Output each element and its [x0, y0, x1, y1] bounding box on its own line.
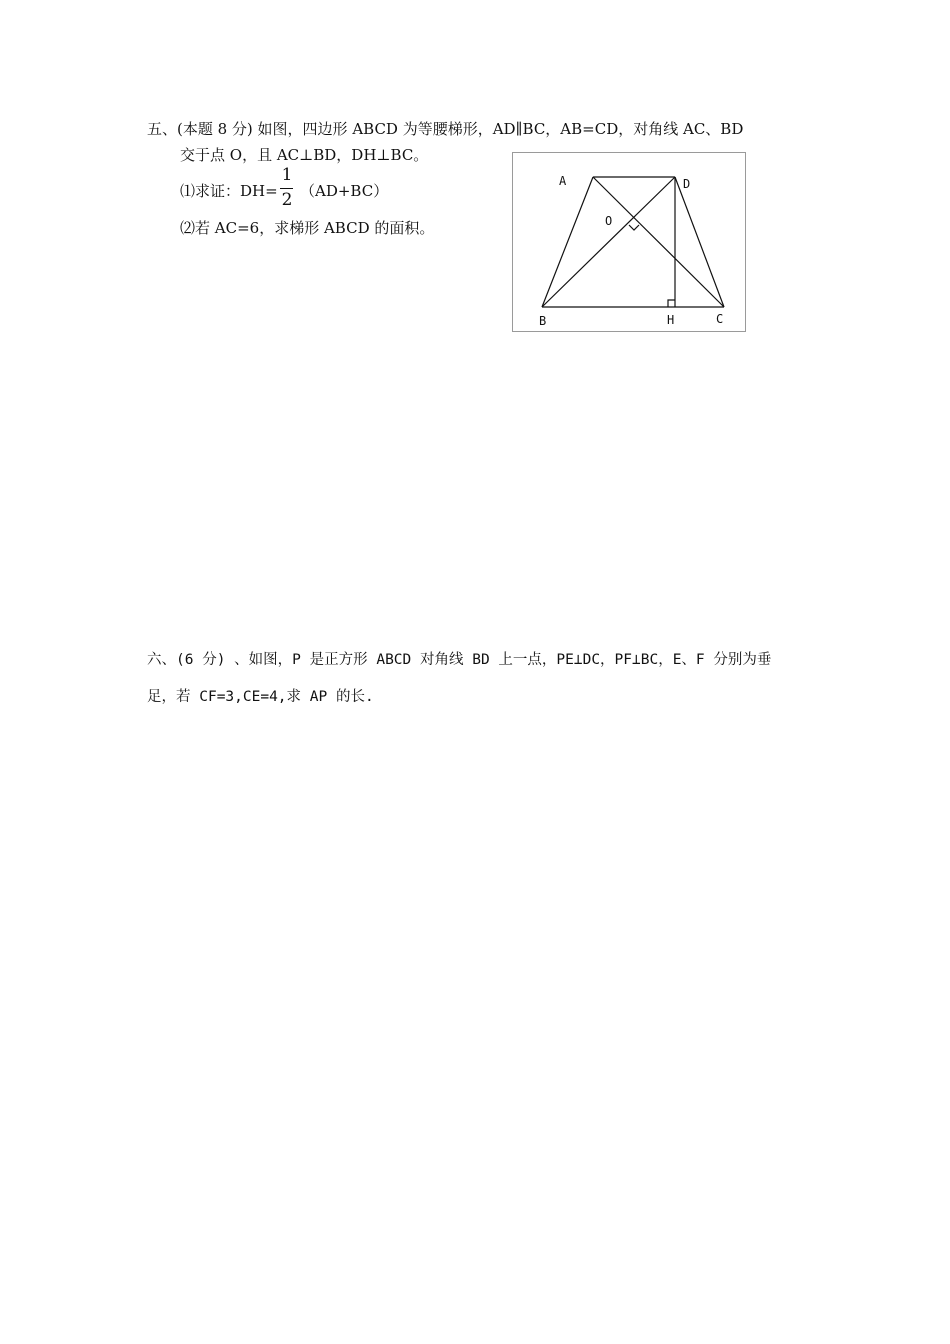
label-B: B: [539, 314, 547, 328]
q5-part1-suffix: （AD+BC）: [300, 182, 389, 200]
diagonal-BD: [542, 177, 675, 307]
label-H: H: [667, 313, 675, 327]
q5-statement-line1: 五、(本题 8 分) 如图，四边形 ABCD 为等腰梯形，AD∥BC，AB=CD，对角线 AC、BD: [147, 120, 744, 138]
trapezoid-figure: [512, 152, 746, 332]
q5-fraction-bar: [280, 188, 293, 189]
q5-part1-prefix: ⑴求证：DH=: [180, 182, 278, 200]
q5-fraction-denominator: 2: [281, 190, 293, 210]
right-angle-mark-O: [629, 225, 639, 230]
q6-statement-line2: 足，若 CF=3,CE=4,求 AP 的长.: [147, 689, 374, 705]
segment-DC: [675, 177, 724, 307]
right-angle-mark-H: [668, 300, 675, 307]
label-A: A: [559, 174, 567, 188]
segment-AB: [542, 177, 593, 307]
diagonal-AC: [593, 177, 724, 307]
q6-statement-line1: 六、(6 分) 、如图，P 是正方形 ABCD 对角线 BD 上一点，PE⊥DC，PF⊥BC，E、F 分别为垂: [147, 652, 772, 668]
label-D: D: [683, 177, 691, 191]
trapezoid-diagram: [513, 153, 745, 331]
q5-part2: ⑵若 AC=6，求梯形 ABCD 的面积。: [180, 219, 435, 237]
label-O: O: [605, 214, 613, 228]
q5-fraction-numerator: 1: [281, 165, 293, 185]
label-C: C: [716, 312, 724, 326]
q5-statement-line2: 交于点 O，且 AC⊥BD，DH⊥BC。: [180, 146, 429, 164]
